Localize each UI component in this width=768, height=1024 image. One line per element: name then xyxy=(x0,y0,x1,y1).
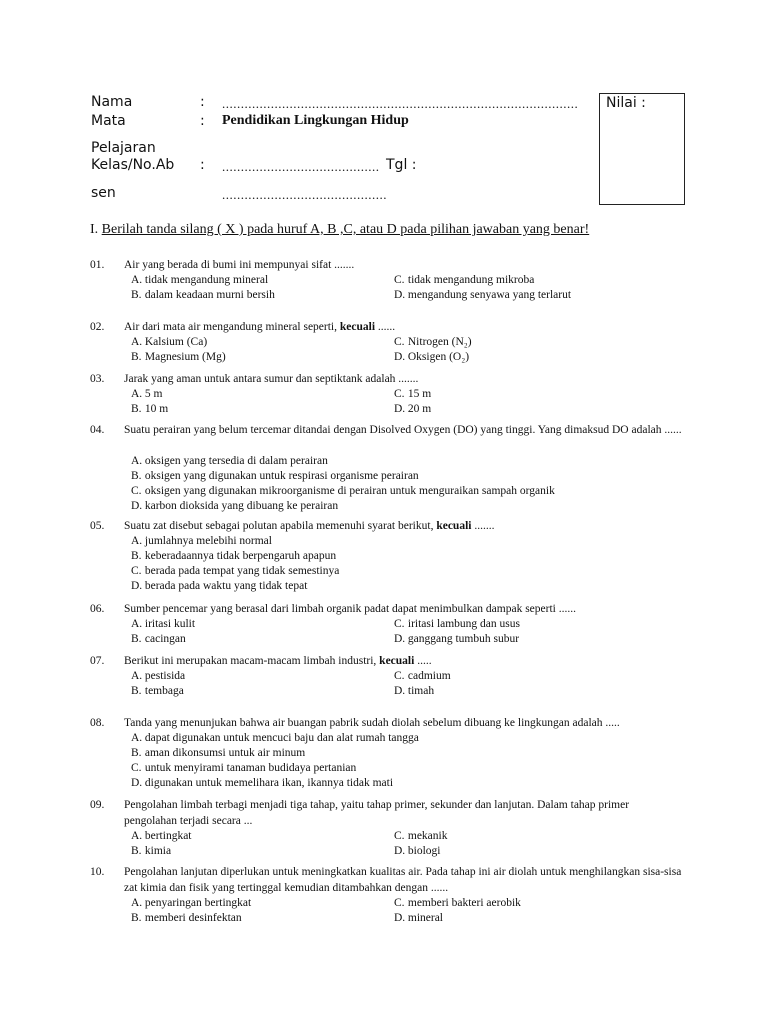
option-text: biologi xyxy=(407,845,441,857)
option-letter: B. xyxy=(131,550,142,562)
option-text: oksigen yang digunakan mikroorganisme di perairan untuk menguraikan sampah organik xyxy=(144,485,555,497)
option-text: bertingkat xyxy=(144,830,192,842)
option-a[interactable] xyxy=(131,896,251,912)
question-stem: Suatu perairan yang belum tercemar ditandai dengan Disolved Oxygen (DO) yang tinggi. Yang dimaksud DO adalah ...... xyxy=(124,424,682,436)
nilai-label: Nilai : xyxy=(606,95,646,111)
option-letter: A. xyxy=(131,274,143,286)
option-letter: B. xyxy=(131,403,142,415)
option-text: iritasi kulit xyxy=(144,618,196,630)
option-letter: C. xyxy=(394,388,405,400)
option-text: oksigen yang digunakan untuk respirasi organisme perairan xyxy=(144,470,419,482)
option-letter: D. xyxy=(394,403,406,415)
tgl-label: Tgl : xyxy=(386,157,417,173)
question-number: 05. xyxy=(90,520,105,532)
question-number: 10. xyxy=(90,866,105,878)
option-a[interactable] xyxy=(131,534,272,550)
option-letter: B. xyxy=(131,351,142,363)
option-text: memberi bakteri aerobik xyxy=(407,897,521,909)
question-number: 03. xyxy=(90,373,105,385)
option-letter: B. xyxy=(131,845,142,857)
option-letter: C. xyxy=(131,485,142,497)
option-text: kimia xyxy=(144,845,172,857)
option-d[interactable] xyxy=(394,350,469,366)
option-letter: C. xyxy=(131,565,142,577)
question-stem: Pengolahan lanjutan diperlukan untuk meningkatkan kualitas air. Pada tahap ini air diolah untuk menghilangkan sisa-sisa zat kimia dan fisik yang tertinggal kemudian ditambahkan dengan ...... xyxy=(124,866,682,894)
option-c[interactable] xyxy=(394,335,472,351)
option-text: oksigen yang tersedia di dalam perairan xyxy=(144,455,328,467)
absen-field[interactable]: ............................................ xyxy=(222,187,387,202)
question-number: 09. xyxy=(90,799,105,811)
option-text: 10 m xyxy=(144,403,169,415)
option-text: tidak mengandung mikroba xyxy=(407,274,535,286)
option-a[interactable] xyxy=(131,273,268,289)
pelajaran-label: Pelajaran xyxy=(91,140,156,156)
option-text: memberi desinfektan xyxy=(144,912,242,924)
stem-text: ..... xyxy=(414,655,432,667)
option-letter: D. xyxy=(131,777,143,789)
option-a[interactable] xyxy=(131,731,419,747)
option-letter: D. xyxy=(394,845,406,857)
option-text: Nitrogen (N₂) xyxy=(407,336,472,348)
option-text: cacingan xyxy=(144,633,186,645)
option-a[interactable] xyxy=(131,387,162,403)
option-letter: B. xyxy=(131,912,142,924)
option-c[interactable] xyxy=(394,617,520,633)
question-number: 04. xyxy=(90,424,105,436)
option-letter: A. xyxy=(131,618,143,630)
kelas-field[interactable]: .......................................... xyxy=(222,159,380,174)
option-d[interactable] xyxy=(394,911,443,927)
option-text: karbon dioksida yang dibuang ke perairan xyxy=(144,500,339,512)
option-text: dalam keadaan murni bersih xyxy=(144,289,275,301)
option-c[interactable] xyxy=(131,564,339,580)
option-text: cadmium xyxy=(407,670,451,682)
option-b[interactable] xyxy=(131,911,242,927)
option-b[interactable] xyxy=(131,632,186,648)
option-a[interactable] xyxy=(131,669,185,685)
option-a[interactable] xyxy=(131,829,192,845)
question-stem xyxy=(124,519,684,535)
question-stem: Air yang berada di bumi ini mempunyai sifat ....... xyxy=(124,259,355,271)
option-letter: C. xyxy=(394,897,405,909)
mata-label: Mata xyxy=(91,113,126,129)
option-letter: D. xyxy=(394,633,406,645)
option-text: digunakan untuk memelihara ikan, ikannya tidak mati xyxy=(144,777,394,789)
option-a[interactable] xyxy=(131,454,328,470)
option-text: ganggang tumbuh subur xyxy=(407,633,520,645)
instruction-text: Berilah tanda silang ( X ) pada huruf A, B ,C, atau D pada pilihan jawaban yang benar! xyxy=(101,222,590,237)
option-b[interactable] xyxy=(131,549,336,565)
option-d[interactable] xyxy=(394,402,431,418)
option-b[interactable] xyxy=(131,746,305,762)
option-letter: A. xyxy=(131,830,143,842)
stem-emphasis: kecuali xyxy=(436,520,472,532)
option-letter: D. xyxy=(394,685,406,697)
option-letter: B. xyxy=(131,685,142,697)
question-number: 07. xyxy=(90,655,105,667)
option-letter: A. xyxy=(131,455,143,467)
option-d[interactable] xyxy=(394,844,440,860)
option-text: pestisida xyxy=(144,670,186,682)
sen-label: sen xyxy=(91,185,116,201)
option-text: iritasi lambung dan usus xyxy=(407,618,520,630)
option-letter: C. xyxy=(394,274,405,286)
option-text: 15 m xyxy=(407,388,432,400)
stem-text: Berikut ini merupakan macam-macam limbah industri, xyxy=(124,655,380,667)
option-letter: C. xyxy=(394,830,405,842)
stem-emphasis: kecuali xyxy=(339,321,376,333)
question-stem: Sumber pencemar yang berasal dari limbah organik padat dapat menimbulkan dampak seperti ...... xyxy=(124,603,576,615)
option-letter: D. xyxy=(394,912,406,924)
option-letter: D. xyxy=(131,500,143,512)
option-c[interactable] xyxy=(394,829,447,845)
option-text: Magnesium (Mg) xyxy=(144,351,226,363)
option-letter: A. xyxy=(131,388,143,400)
option-text: penyaringan bertingkat xyxy=(144,897,252,909)
option-letter: A. xyxy=(131,670,143,682)
option-letter: A. xyxy=(131,897,143,909)
option-letter: B. xyxy=(131,747,142,759)
option-text: tembaga xyxy=(144,685,184,697)
option-c[interactable] xyxy=(131,761,356,777)
nama-field[interactable]: ............................................................................................... xyxy=(222,96,579,111)
option-text: dapat digunakan untuk mencuci baju dan alat rumah tangga xyxy=(144,732,419,744)
option-d[interactable] xyxy=(394,684,434,700)
option-d[interactable] xyxy=(131,776,393,792)
option-a[interactable] xyxy=(131,335,207,351)
stem-text: ....... xyxy=(471,520,495,532)
instruction xyxy=(90,222,589,238)
stem-text: Suatu zat disebut sebagai polutan apabila memenuhi syarat berikut, xyxy=(124,520,437,532)
option-letter: D. xyxy=(394,289,406,301)
question-stem: Pengolahan limbah terbagi menjadi tiga tahap, yaitu tahap primer, sekunder dan lanjutan. Dalam tahap primer pengolahan terjadi secara ... xyxy=(124,799,630,827)
option-text: berada pada waktu yang tidak tepat xyxy=(144,580,308,592)
option-b[interactable] xyxy=(131,350,226,366)
option-b[interactable] xyxy=(131,469,419,485)
option-letter: B. xyxy=(131,470,142,482)
option-text: berada pada tempat yang tidak semestinya xyxy=(144,565,340,577)
kelas-label: Kelas/No.Ab xyxy=(91,157,175,173)
option-d[interactable] xyxy=(131,579,307,595)
question-stem: Jarak yang aman untuk antara sumur dan septiktank adalah ....... xyxy=(124,373,419,385)
option-b[interactable] xyxy=(131,402,168,418)
option-c[interactable] xyxy=(394,273,534,289)
option-c[interactable] xyxy=(394,896,521,912)
question-stem xyxy=(124,320,684,336)
mata-colon: : xyxy=(200,113,205,129)
option-d[interactable] xyxy=(394,288,571,304)
option-d[interactable] xyxy=(131,499,338,515)
option-letter: B. xyxy=(131,633,142,645)
option-text: mekanik xyxy=(407,830,448,842)
option-text: keberadaannya tidak berpengaruh apapun xyxy=(144,550,337,562)
option-b[interactable] xyxy=(131,288,275,304)
option-text: Kalsium (Ca) xyxy=(144,336,208,348)
stem-text: Air dari mata air mengandung mineral seperti, xyxy=(124,321,340,333)
option-text: tidak mengandung mineral xyxy=(144,274,269,286)
option-text: jumlahnya melebihi normal xyxy=(144,535,272,547)
option-letter: B. xyxy=(131,289,142,301)
option-text: mengandung senyawa yang terlarut xyxy=(407,289,572,301)
option-text: 5 m xyxy=(144,388,163,400)
question-number: 02. xyxy=(90,321,105,333)
option-d[interactable] xyxy=(394,632,519,648)
instruction-prefix: I. xyxy=(90,222,102,237)
option-text: mineral xyxy=(407,912,443,924)
option-c[interactable] xyxy=(131,484,555,500)
option-b[interactable] xyxy=(131,684,184,700)
option-letter: A. xyxy=(131,535,143,547)
option-letter: C. xyxy=(394,670,405,682)
option-c[interactable] xyxy=(394,669,451,685)
question-number: 01. xyxy=(90,259,105,271)
nama-colon: : xyxy=(200,94,205,110)
stem-text: ...... xyxy=(375,321,396,333)
stem-emphasis: kecuali xyxy=(379,655,415,667)
option-text: untuk menyirami tanaman budidaya pertanian xyxy=(144,762,357,774)
option-letter: D. xyxy=(131,580,143,592)
question-stem xyxy=(124,654,684,670)
option-letter: A. xyxy=(131,336,143,348)
option-letter: C. xyxy=(394,336,405,348)
nama-label: Nama xyxy=(91,94,133,110)
option-text: timah xyxy=(407,685,435,697)
option-text: Oksigen (O₂) xyxy=(407,351,470,363)
question-stem: Tanda yang menunjukan bahwa air buangan pabrik sudah diolah sebelum dibuang ke lingkungan adalah ..... xyxy=(124,717,620,729)
option-letter: A. xyxy=(131,732,143,744)
option-a[interactable] xyxy=(131,617,195,633)
option-letter: C. xyxy=(131,762,142,774)
option-letter: C. xyxy=(394,618,405,630)
question-number: 08. xyxy=(90,717,105,729)
option-text: 20 m xyxy=(407,403,432,415)
option-text: aman dikonsumsi untuk air minum xyxy=(144,747,306,759)
mata-pelajaran-value: Pendidikan Lingkungan Hidup xyxy=(222,113,409,128)
kelas-colon: : xyxy=(200,157,205,173)
nilai-box[interactable] xyxy=(599,93,685,205)
option-b[interactable] xyxy=(131,844,171,860)
option-letter: D. xyxy=(394,351,406,363)
question-number: 06. xyxy=(90,603,105,615)
option-c[interactable] xyxy=(394,387,431,403)
